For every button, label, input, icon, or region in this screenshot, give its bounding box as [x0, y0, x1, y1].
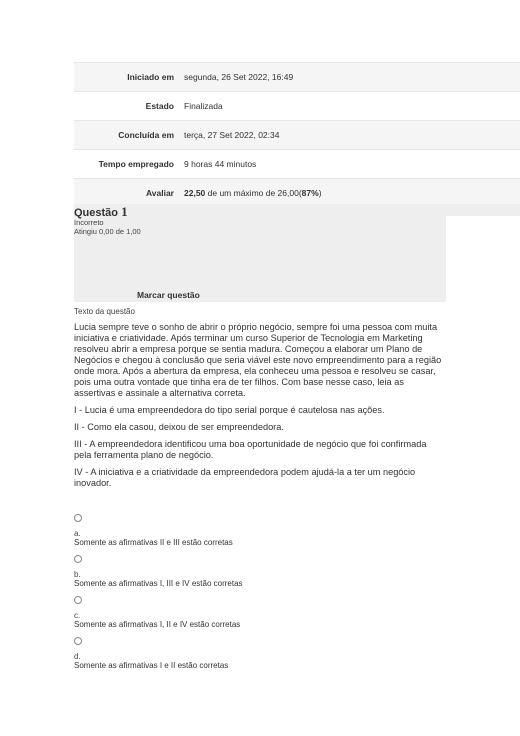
option-text: Somente as afirmativas II e III estão corretas	[74, 538, 233, 547]
attempt-summary-table	[74, 62, 520, 207]
grade-score: 22,50	[184, 188, 206, 198]
summary-value: terça, 27 Set 2022, 02:34	[184, 130, 280, 140]
assertion-1: I - Lucia é uma empreendedora do tipo serial porque é cautelosa nas ações.	[74, 405, 385, 415]
summary-label: Concluída em	[118, 130, 174, 140]
radio-button[interactable]	[74, 637, 82, 645]
summary-value: Finalizada	[184, 101, 223, 111]
option-letter: a.	[74, 529, 81, 538]
summary-value: 9 horas 44 minutos	[184, 159, 257, 169]
summary-label: Iniciado em	[127, 72, 174, 82]
option-letter: c.	[74, 611, 81, 620]
option-text: Somente as afirmativas I, II e IV estão corretas	[74, 620, 241, 629]
summary-value: segunda, 26 Set 2022, 16:49	[184, 72, 294, 82]
summary-row-state	[74, 91, 520, 120]
assertion-2: II - Como ela casou, deixou de ser empreendedora.	[74, 422, 284, 432]
summary-grade-value	[184, 188, 322, 198]
question-number: 1	[121, 204, 128, 219]
question-text	[74, 322, 446, 495]
question-title: Questão	[74, 207, 119, 219]
assertion-4: IV - A iniciativa e a criatividade da empreendedora podem ajudá-la a ter um negócio inovador.	[74, 467, 416, 488]
summary-label: Tempo empregado	[98, 159, 174, 169]
grade-percent: 87%	[301, 188, 319, 198]
summary-row-grade	[74, 178, 520, 207]
question-paragraph: Lucia sempre teve o sonho de abrir o próprio negócio, sempre foi uma pessoa com muita iniciativa e criatividade. Após terminar um curso Superior de Tecnologia em Marketing resolveu abrir a empresa porque se sentia madura. Começou a elaborar um Plano de Negócios e chegou à conclusão que seria viável este novo empreendimento para a região onde mora. Após a abertura da empresa, ela conheceu uma pessoa e resolveu se casar, pois uma outra vontade que tinha era de ter filhos. Com base nesse caso, leia as assertivas e assinale a alternativa correta.	[74, 322, 442, 398]
summary-row-completed	[74, 120, 520, 149]
summary-row-started	[74, 62, 520, 91]
summary-row-time-taken	[74, 149, 520, 178]
summary-label: Avaliar	[145, 188, 174, 198]
option-text: Somente as afirmativas I e II estão corretas	[74, 661, 229, 670]
question-grade: Atingiu 0,00 de 1,00	[74, 227, 141, 236]
radio-button[interactable]	[74, 596, 82, 604]
assertion-3: III - A empreendedora identificou uma boa oportunidade de negócio que foi confirmada pela ferramenta plano de negócio.	[74, 439, 427, 460]
question-info-panel	[74, 204, 446, 302]
option-text: Somente as afirmativas I, III e IV estão corretas	[74, 579, 243, 588]
grade-max: de um máximo de 26,00(	[205, 188, 302, 198]
option-letter: d.	[74, 652, 81, 661]
answer-option-b[interactable]	[74, 555, 446, 596]
question-state: Incorreto	[74, 218, 104, 227]
summary-label: Estado	[145, 101, 174, 111]
answer-option-a[interactable]	[74, 514, 446, 555]
question-text-label: Texto da questão	[74, 307, 135, 316]
radio-button[interactable]	[74, 555, 82, 563]
answer-options	[74, 514, 446, 678]
question-header-strip	[446, 204, 520, 216]
grade-close: )	[318, 188, 322, 198]
answer-option-d[interactable]	[74, 637, 446, 678]
flag-question-link[interactable]: Marcar questão	[137, 290, 200, 300]
answer-option-c[interactable]	[74, 596, 446, 637]
radio-button[interactable]	[74, 514, 82, 522]
option-letter: b.	[74, 570, 81, 579]
